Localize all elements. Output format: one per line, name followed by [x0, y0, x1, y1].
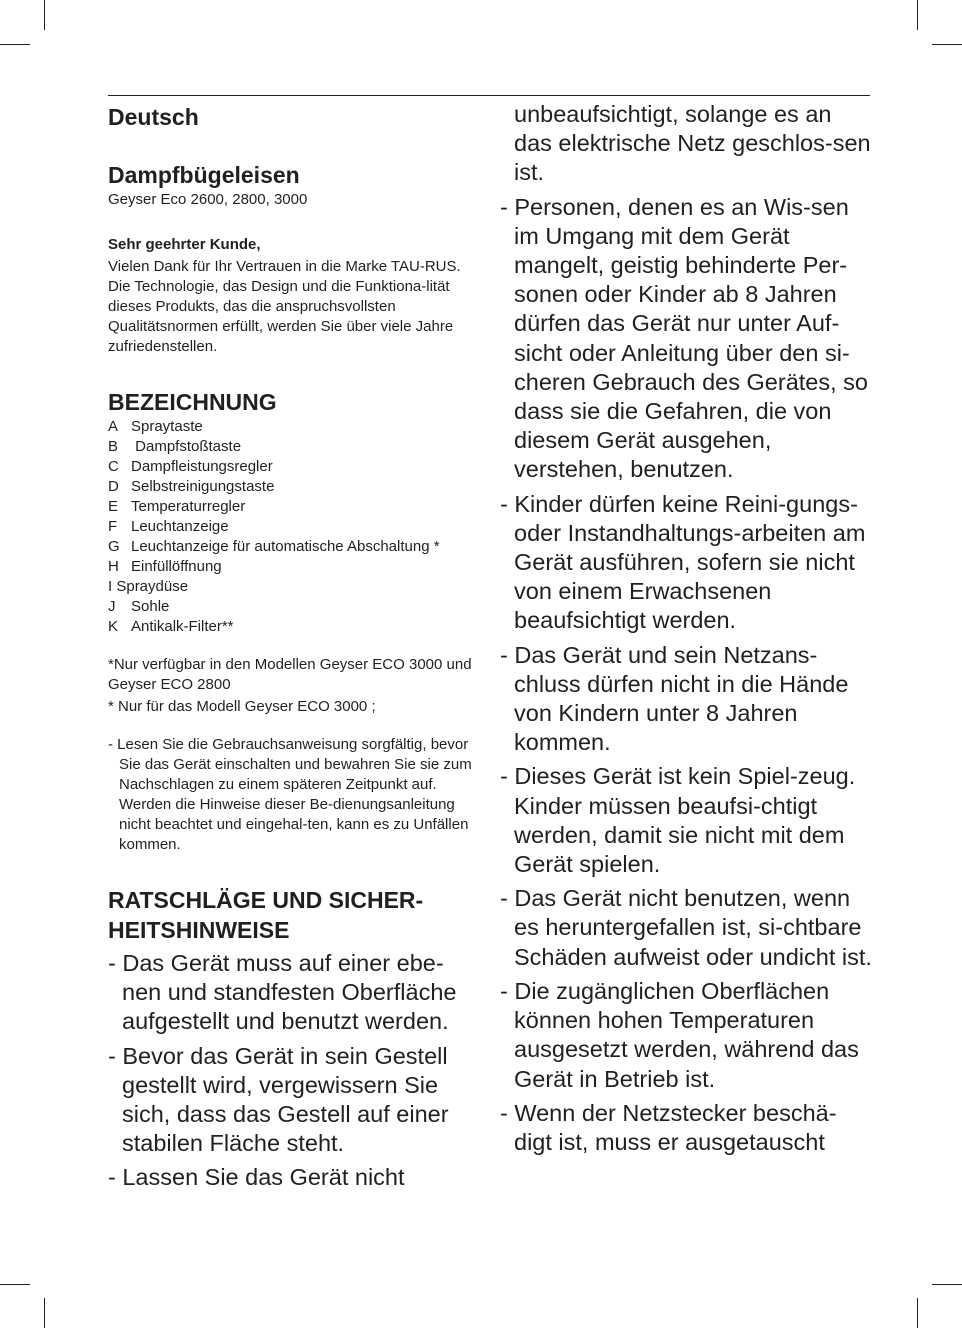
safety-item: - Das Gerät nicht benutzen, wenn es heruntergefallen ist, si-chtbare Schäden aufweist oder undicht ist.	[500, 885, 872, 970]
safety-heading: RATSCHLÄGE UND SICHER-HEITSHINWEISE	[108, 887, 424, 943]
crop-mark	[932, 44, 962, 45]
crop-mark	[0, 44, 30, 45]
crop-mark	[917, 0, 918, 30]
crop-mark	[932, 1284, 962, 1285]
part-item: A Spraytaste	[108, 418, 203, 435]
part-item: B Dampfstoßtaste	[108, 438, 242, 455]
safety-item: - Personen, denen es an Wis-sen im Umgang mit dem Gerät mangelt, geistig behinderte Per-sonen oder Kinder ab 8 Jahren dürfen das Gerät nur unter Auf-sicht oder Anleitung über den si-cheren Gebrauch des Gerätes, so dass sie die Gefahren, die von diesem Gerät ausgehen, verstehen, benutzen.	[500, 193, 869, 483]
crop-mark	[917, 1298, 918, 1328]
crop-mark	[44, 1298, 45, 1328]
footnote: * Nur für das Modell Geyser ECO 3000 ;	[108, 698, 376, 715]
designation-heading: BEZEICHNUNG	[108, 389, 277, 415]
safety-item: - Wenn der Netzstecker beschä-digt ist, muss er ausgetauscht	[500, 1099, 837, 1155]
left-column	[108, 100, 480, 1198]
safety-item-continuation: unbeaufsichtigt, solange es an das elektrische Netz geschlos-sen ist.	[514, 101, 871, 186]
product-models: Geyser Eco 2600, 2800, 3000	[108, 191, 308, 208]
part-item: E Temperaturregler	[108, 498, 246, 515]
part-item: J Sohle	[108, 598, 170, 615]
safety-list-left	[108, 949, 480, 1193]
safety-item: - Das Gerät muss auf einer ebe-nen und standfesten Oberfläche aufgestellt und benutzt werden.	[108, 950, 457, 1035]
safety-item: - Das Gerät und sein Netzans-chluss dürfen nicht in die Hände von Kindern unter 8 Jahren kommen.	[500, 641, 849, 756]
safety-item: - Die zugänglichen Oberflächen können hohen Temperaturen ausgesetzt werden, während das Gerät in Betrieb ist.	[500, 977, 859, 1092]
right-column	[500, 100, 872, 1162]
part-item: F Leuchtanzeige	[108, 518, 229, 535]
safety-item: - Bevor das Gerät in sein Gestell gestellt wird, vergewissern Sie sich, dass das Gestell auf einer stabilen Fläche steht.	[108, 1042, 449, 1157]
parts-list	[108, 417, 480, 637]
crop-mark	[44, 0, 45, 30]
safety-list-right	[500, 193, 872, 1158]
part-item: D Selbstreinigungstaste	[108, 478, 275, 495]
crop-mark	[0, 1284, 30, 1285]
part-item: C Dampfleistungsregler	[108, 458, 273, 475]
footnote: *Nur verfügbar in den Modellen Geyser ECO 3000 und Geyser ECO 2800	[108, 656, 472, 693]
safety-item: - Lassen Sie das Gerät nicht	[108, 1164, 405, 1191]
part-item: G Leuchtanzeige für automatische Abschaltung *	[108, 538, 440, 555]
footnotes	[108, 655, 480, 717]
language-label: Deutsch	[108, 104, 199, 130]
part-item: H Einfüllöffnung	[108, 558, 222, 575]
salutation: Sehr geehrter Kunde,	[108, 236, 261, 253]
safety-item: - Dieses Gerät ist kein Spiel-zeug. Kinder müssen beaufsi-chtigt werden, damit sie nicht mit dem Gerät spielen.	[500, 763, 856, 878]
header-rule	[108, 95, 870, 96]
product-title: Dampfbügeleisen	[108, 162, 300, 188]
intro-paragraph: Die Technologie, das Design und die Funktiona-lität dieses Produkts, das die anspruchsvollsten Qualitätsnormen erfüllt, werden Sie über viele Jahre zufriedenstellen.	[108, 278, 454, 355]
intro-paragraph: Vielen Dank für Ihr Vertrauen in die Marke TAU-RUS.	[108, 258, 461, 275]
part-item: I Spraydüse	[108, 578, 189, 595]
safety-item: - Kinder dürfen keine Reini-gungs- oder Instandhaltungs-arbeiten am Gerät ausführen, sofern sie nicht von einem Erwachsenen beaufsichtigt werden.	[500, 490, 866, 634]
read-instructions-note: - Lesen Sie die Gebrauchsanweisung sorgfältig, bevor Sie das Gerät einschalten und bewahren Sie sie zum Nachschlagen zu einem späteren Zeitpunkt auf. Werden die Hinweise dieser Be-dienungsanleitung nicht beachtet und eingehal-ten, kann es zu Unfällen kommen.	[108, 736, 472, 853]
part-item: K Antikalk-Filter**	[108, 618, 234, 635]
